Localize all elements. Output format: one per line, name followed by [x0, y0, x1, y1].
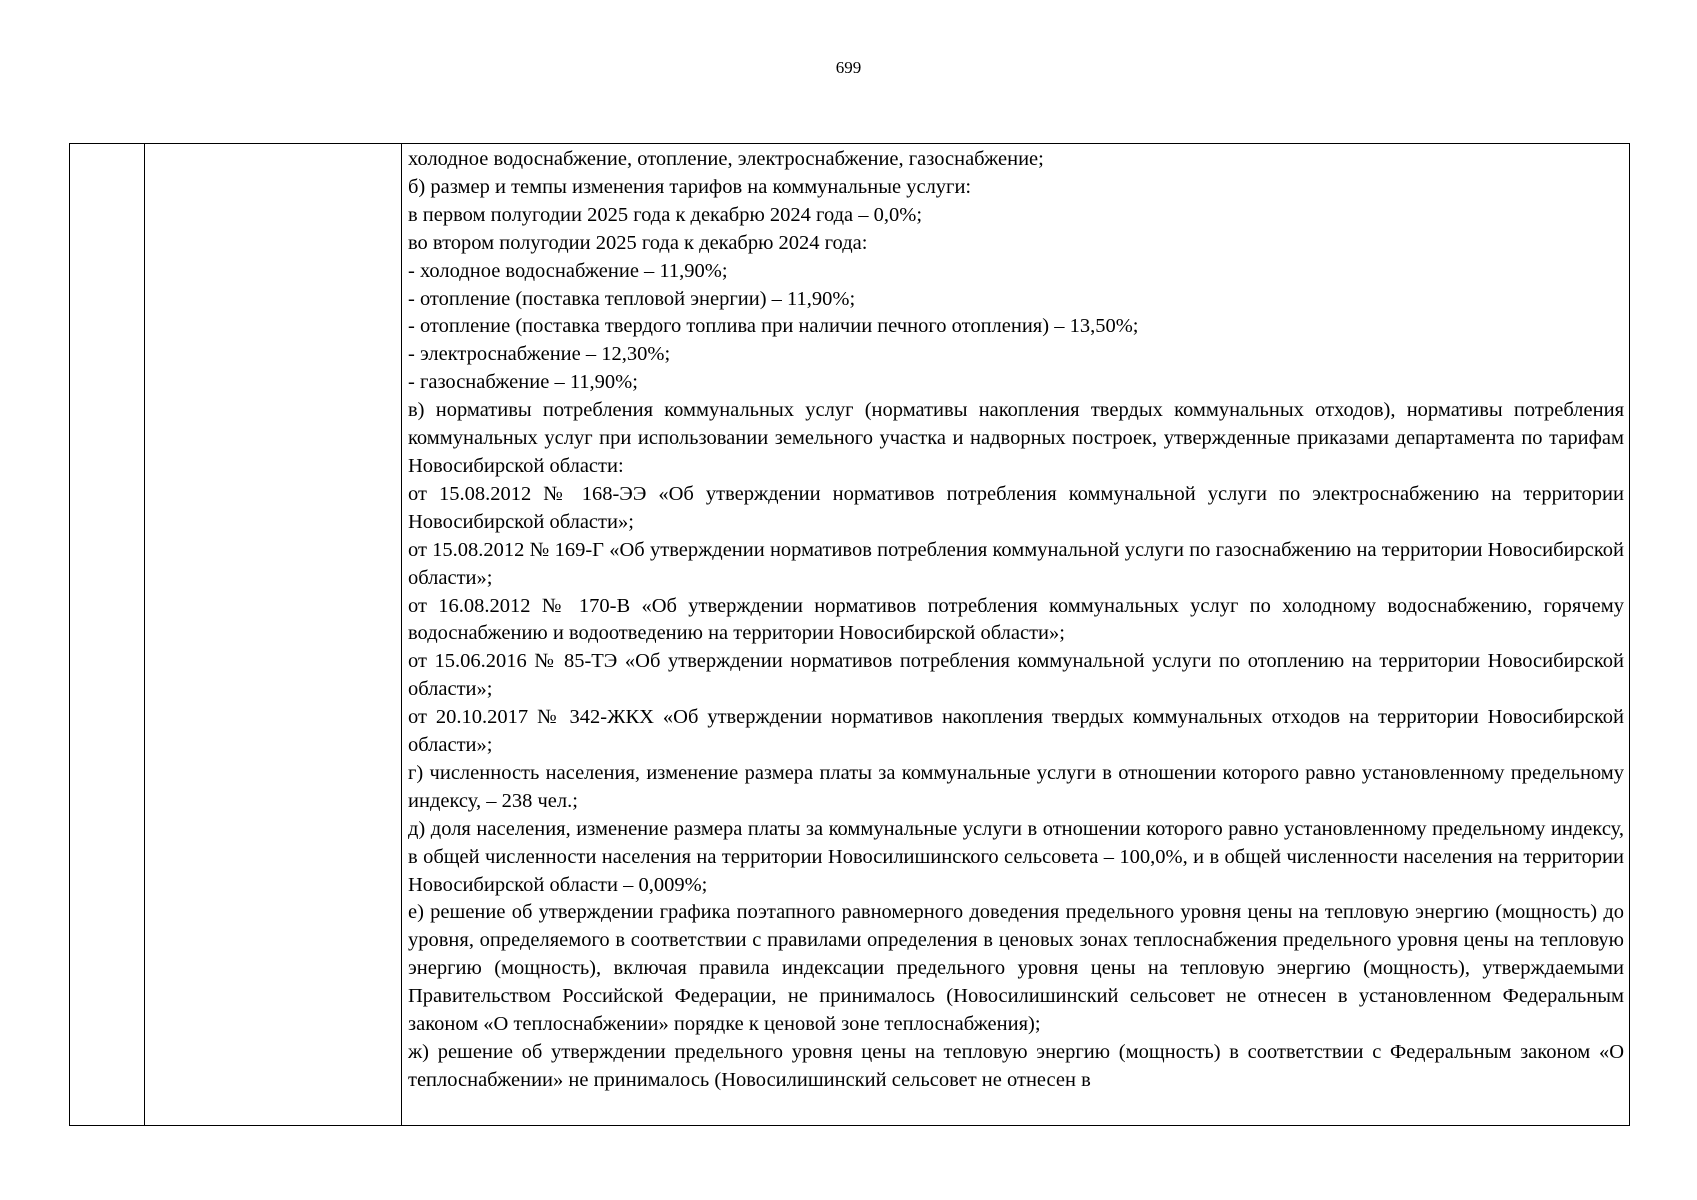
paragraph: в первом полугодии 2025 года к декабрю 2024 года – 0,0%; [408, 203, 923, 226]
paragraph: д) доля населения, изменение размера платы за коммунальные услуги в отношении которого равно установленному предельному индексу, в общей численности населения на территории Новосилишинского сельсовета – 100,0%, и в общей численности населения на территории Новосибирской области – 0,009%; [408, 817, 1624, 896]
column-divider [144, 144, 145, 1125]
paragraph: от 15.08.2012 № 168-ЭЭ «Об утверждении нормативов потребления коммунальной услуги по электроснабжению на территории Новосибирской области»; [408, 482, 1624, 533]
paragraph: ж) решение об утверждении предельного уровня цены на тепловую энергию (мощность) в соответствии с Федеральным законом «О теплоснабжении» не принималось (Новосилишинский сельсовет не отнесен в [408, 1041, 1624, 1091]
paragraph: - электроснабжение – 12,30%; [408, 343, 671, 366]
paragraph: от 20.10.2017 № 342-ЖКХ «Об утверждении нормативов накопления твердых коммунальных отходов на территории Новосибирской области»; [408, 706, 1624, 757]
paragraph: е) решение об утверждении графика поэтапного равномерного доведения предельного уровня цены на тепловую энергию (мощность) до уровня, определяемого в соответствии с правилами определения в ценовых зонах теплоснабжения предельного уровня цены на тепловую энергию (мощность), включая правила индексации предельного уровня цены на тепловую энергию (мощность), утверждаемыми Правительством Российской Федерации, не принималось (Новосилишинский сельсовет не отнесен в установленном Федеральным законом «О теплоснабжении» порядке к ценовой зоне теплоснабжения); [408, 901, 1624, 1036]
paragraph: - газоснабжение – 11,90%; [408, 371, 638, 394]
document-table [69, 143, 1630, 1126]
table-text-cell [408, 146, 1624, 1095]
paragraph: - холодное водоснабжение – 11,90%; [408, 259, 728, 282]
column-divider [401, 144, 402, 1125]
paragraph: - отопление (поставка тепловой энергии) – 11,90%; [408, 287, 856, 310]
paragraph: б) размер и темпы изменения тарифов на коммунальные услуги: [408, 175, 972, 198]
paragraph: от 15.08.2012 № 169-Г «Об утверждении нормативов потребления коммунальной услуги по газоснабжению на территории Новосибирской области»; [408, 538, 1624, 589]
paragraph: от 15.06.2016 № 85-ТЭ «Об утверждении нормативов потребления коммунальной услуги по отоплению на территории Новосибирской области»; [408, 650, 1624, 701]
paragraph: г) численность населения, изменение размера платы за коммунальные услуги в отношении которого равно установленному предельному индексу, – 238 чел.; [408, 761, 1624, 812]
paragraph: - отопление (поставка твердого топлива при наличии печного отопления) – 13,50%; [408, 315, 1139, 338]
paragraph: холодное водоснабжение, отопление, электроснабжение, газоснабжение; [408, 148, 1044, 170]
page-number: 699 [835, 58, 862, 77]
paragraph: во втором полугодии 2025 года к декабрю 2024 года: [408, 231, 868, 254]
paragraph: в) нормативы потребления коммунальных услуг (нормативы накопления твердых коммунальных отходов), нормативы потребления коммунальных услуг при использовании земельного участка и надворных построек, утвержденные приказами департамента по тарифам Новосибирской области: [408, 399, 1624, 477]
paragraph: от 16.08.2012 № 170-В «Об утверждении нормативов потребления коммунальных услуг по холодному водоснабжению, горячему водоснабжению и водоотведению на территории Новосибирской области»; [408, 594, 1624, 645]
